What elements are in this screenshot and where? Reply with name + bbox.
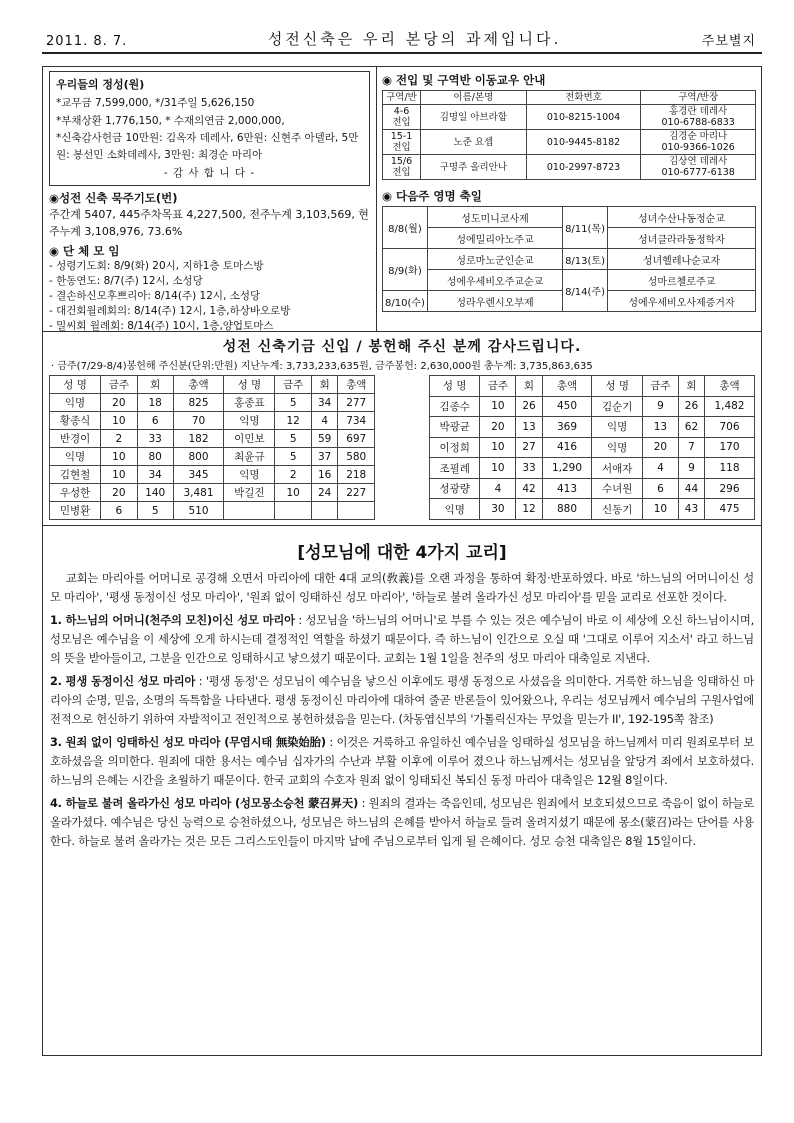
table-row bbox=[430, 478, 755, 499]
table-cell: 김현철 bbox=[50, 466, 101, 484]
offerings-thanks: - 감 사 합 니 다 - bbox=[163, 167, 256, 179]
table-cell: 3,481 bbox=[173, 484, 224, 502]
article-paragraph-3 bbox=[50, 733, 754, 790]
table-cell: 70 bbox=[173, 412, 224, 430]
offerings-line: *교무금 7,599,000, */31주일 5,626,150 bbox=[56, 97, 255, 109]
feast-date: 8/10(수) bbox=[383, 291, 428, 312]
donations-tables bbox=[49, 375, 755, 520]
offerings-line: *부채상환 1,776,150, * 수재의연금 2,000,000, bbox=[56, 115, 285, 127]
table-cell: 익명 bbox=[592, 437, 642, 458]
table-cell: 수녀원 bbox=[592, 478, 642, 499]
table-cell: 10 bbox=[480, 458, 516, 479]
right-column bbox=[377, 67, 761, 331]
table-cell: 218 bbox=[338, 466, 375, 484]
donations-table-right bbox=[429, 375, 755, 520]
table-row bbox=[50, 448, 375, 466]
paragraph-text: : 원죄의 결과는 죽음인데, 성모님은 원죄에서 보호되셨으므로 죽음이 없이 하늘로 올라가셨다. 예수님은 당신 능력으로 승천하셨으나, 성모님은 하느님의 은혜를 받아서 하늘로 들려 올려지셨기 때문에 몽소(蒙召)라는 단어를 사용한다. 하늘로 불려 올라가는 것은 모든 그리스도인들이 마지막 날에 주님으로부터 입게 될 은혜이다. 성모 승천 대축일은 8월 15일이다. bbox=[50, 797, 754, 848]
header-date: 2011. 8. 7. bbox=[46, 34, 128, 49]
table-cell: 140 bbox=[137, 484, 173, 502]
table-header: 총액 bbox=[542, 376, 592, 397]
table-cell: 34 bbox=[311, 394, 338, 412]
article-section bbox=[42, 526, 762, 1056]
paragraph-heading: 3. 원죄 없이 잉태하신 성모 마리아 (무염시태 無染始胎) bbox=[50, 736, 326, 749]
table-header: 성 명 bbox=[592, 376, 642, 397]
table-cell bbox=[311, 502, 338, 520]
table-cell: 10 bbox=[480, 396, 516, 417]
table-row bbox=[50, 466, 375, 484]
table-cell: 10 bbox=[642, 499, 678, 520]
table-cell: 1,482 bbox=[705, 396, 755, 417]
groups-title: ◉ 단 체 모 임 bbox=[49, 244, 120, 258]
table-cell: 성광량 bbox=[430, 478, 480, 499]
feast-date: 8/8(월) bbox=[383, 207, 428, 249]
table-row bbox=[50, 484, 375, 502]
table-row bbox=[50, 502, 375, 520]
feast-name: 성녀수산나동정순교 bbox=[607, 207, 755, 228]
table-cell: 9 bbox=[642, 396, 678, 417]
table-header: 성 명 bbox=[430, 376, 480, 397]
table-header: 총액 bbox=[338, 376, 375, 394]
table-cell: 익명 bbox=[224, 412, 275, 430]
table-header-row bbox=[50, 376, 375, 394]
header-title: 성전신축은 우리 본당의 과제입니다. bbox=[267, 30, 562, 48]
table-row bbox=[430, 396, 755, 417]
table-cell: 80 bbox=[137, 448, 173, 466]
table-header: 회 bbox=[516, 376, 542, 397]
table-header: 회 bbox=[311, 376, 338, 394]
table-cell: 홍종표 bbox=[224, 394, 275, 412]
table-cell: 296 bbox=[705, 478, 755, 499]
table-cell: 2 bbox=[275, 466, 311, 484]
table-cell: 김종수 bbox=[430, 396, 480, 417]
table-header: 총액 bbox=[173, 376, 224, 394]
table-cell: 510 bbox=[173, 502, 224, 520]
table-cell: 4-6 전입 bbox=[383, 105, 421, 130]
table-cell: 12 bbox=[516, 499, 542, 520]
list-item: - 밀씨회 월례회: 8/14(주) 10시, 1층,양업토마스 bbox=[49, 320, 274, 332]
top-section bbox=[42, 66, 762, 332]
table-row bbox=[50, 412, 375, 430]
paragraph-heading: 1. 하느님의 어머니(천주의 모친)이신 성모 마리아 bbox=[50, 614, 295, 627]
table-cell: 010-8215-1004 bbox=[526, 105, 641, 130]
table-cell: 27 bbox=[516, 437, 542, 458]
table-cell: 580 bbox=[338, 448, 375, 466]
table-cell: 신동기 bbox=[592, 499, 642, 520]
table-cell: 33 bbox=[137, 430, 173, 448]
table-cell: 반경이 bbox=[50, 430, 101, 448]
feast-date: 8/9(화) bbox=[383, 249, 428, 291]
table-cell: 홍경란 데레사 010-6788-6833 bbox=[641, 105, 756, 130]
table-cell: 10 bbox=[101, 448, 137, 466]
paragraph-text: : '평생 동정'은 성모님이 예수님을 낳으신 이후에도 평생 동정으로 사셨음을 의미한다. 거룩한 하느님을 잉태하신 마리아의 순명, 믿음, 소명의 독특함을 나타낸다. 평생 동정이신 마리아에 대하여 줄곧 반론들이 있어왔으나, 우리는 성모님께서 예수님의 구원사업에 전적으로 헌신하기 위하여 자발적이고 전인적으로 봉헌하셨음을 믿는다. (차동엽신부의 '가톨릭신자는 무었을 믿는가 II', 192-195쪽 참조) bbox=[50, 675, 755, 726]
table-cell: 42 bbox=[516, 478, 542, 499]
table-header: 금주 bbox=[642, 376, 678, 397]
table-cell: 노준 요셉 bbox=[421, 130, 527, 155]
donations-summary: · 금주(7/29-8/4)봉헌해 주신분(단위:만원) 지난누계: 3,733,233,635원, 금주봉헌: 2,630,000원 총누계: 3,735,863,635 bbox=[51, 361, 593, 372]
table-header: 금주 bbox=[275, 376, 311, 394]
table-row bbox=[430, 417, 755, 438]
table-cell: 227 bbox=[338, 484, 375, 502]
table-row bbox=[50, 394, 375, 412]
table-cell: 10 bbox=[480, 437, 516, 458]
table-cell: 익명 bbox=[430, 499, 480, 520]
table-cell: 서애자 bbox=[592, 458, 642, 479]
article-intro: 교회는 마리아를 어머니로 공경해 오면서 마리아에 대한 4대 교의(敎義)를 오랜 과정을 통하여 확정·반포하였다. 바로 '하느님의 어머니이신 성모 마리아', '평생 동정이신 성모 마리아', '원죄 없이 잉태하신 성모 마리아', '하늘로 불려 올라가신 성모 마리아'를 믿을 교리로 선포한 것이다. bbox=[50, 572, 754, 604]
table-cell: 697 bbox=[338, 430, 375, 448]
table-cell: 170 bbox=[705, 437, 755, 458]
table-cell: 익명 bbox=[50, 394, 101, 412]
table-header: 성 명 bbox=[50, 376, 101, 394]
donations-table-left bbox=[49, 375, 375, 520]
list-item: - 결손하신모후쁘리아: 8/14(주) 12시, 소성당 bbox=[49, 290, 261, 302]
paragraph-text: : 성모님을 '하느님의 어머니'로 부를 수 있는 것은 예수님이 바로 이 세상에 오신 하느님이시며, 성모님은 예수님을 이 세상에 오게 하시는데 결정적인 역할을 하셨기 때문이다. 즉 하느님이 인간으로 오실 때 '그대로 이루어 지소서' 라고 하느님의 뜻을 받아들이고, 그분을 인간으로 잉태하시고 낳으셨기 때문이다. 교회는 1월 1일을 천주의 성모 마리아 대축일로 지낸다. bbox=[50, 614, 754, 665]
table-cell: 4 bbox=[642, 458, 678, 479]
table-cell: 황종식 bbox=[50, 412, 101, 430]
table-cell: 62 bbox=[678, 417, 704, 438]
table-cell: 김명일 아브라함 bbox=[421, 105, 527, 130]
rosary-title: ◉성전 신축 묵주기도(번) bbox=[49, 191, 178, 205]
paragraph-heading: 2. 평생 동정이신 성모 마리아 bbox=[50, 675, 196, 688]
table-row bbox=[430, 437, 755, 458]
table-cell: 4 bbox=[480, 478, 516, 499]
table-cell: 5 bbox=[275, 448, 311, 466]
table-cell: 이민보 bbox=[224, 430, 275, 448]
table-cell: 민병환 bbox=[50, 502, 101, 520]
table-cell: 2 bbox=[101, 430, 137, 448]
table-cell: 구명주 올리안나 bbox=[421, 155, 527, 180]
bulletin-page bbox=[42, 30, 762, 1056]
table-cell: 김상연 데레사 010-6777-6138 bbox=[641, 155, 756, 180]
feast-name: 성에우세비오사제증거자 bbox=[607, 291, 755, 312]
table-cell: 43 bbox=[678, 499, 704, 520]
table-cell: 118 bbox=[705, 458, 755, 479]
table-cell: 800 bbox=[173, 448, 224, 466]
rosary-text: 주간계 5407, 445주차목표 4,227,500, 전주누계 3,103,569, 현주누계 3,108,976, 73.6% bbox=[49, 208, 369, 238]
table-cell: 369 bbox=[542, 417, 592, 438]
table-row bbox=[383, 130, 756, 155]
article-paragraph-1 bbox=[50, 611, 754, 668]
article-paragraph-4 bbox=[50, 794, 754, 851]
donations-title: 성전 신축기금 신입 / 봉헌해 주신 분께 감사드립니다. bbox=[222, 339, 582, 355]
table-cell: 5 bbox=[275, 430, 311, 448]
table-cell: 706 bbox=[705, 417, 755, 438]
table-row bbox=[383, 207, 756, 228]
table-header: 구역/반장 bbox=[641, 91, 756, 105]
table-row bbox=[430, 458, 755, 479]
table-header-row bbox=[430, 376, 755, 397]
table-header: 회 bbox=[137, 376, 173, 394]
feast-name: 성에우세비오주교순교 bbox=[427, 270, 562, 291]
table-cell: 20 bbox=[101, 484, 137, 502]
table-cell: 345 bbox=[173, 466, 224, 484]
table-cell: 44 bbox=[678, 478, 704, 499]
table-cell: 익명 bbox=[592, 417, 642, 438]
table-cell: 15/6 전입 bbox=[383, 155, 421, 180]
page-header bbox=[42, 30, 762, 54]
table-cell: 10 bbox=[101, 412, 137, 430]
table-cell: 010-9445-8182 bbox=[526, 130, 641, 155]
table-cell: 13 bbox=[642, 417, 678, 438]
table-header: 전화번호 bbox=[526, 91, 641, 105]
donations-section bbox=[42, 332, 762, 526]
moves-title: ◉ 전입 및 구역반 이동교우 안내 bbox=[382, 73, 546, 87]
list-item: - 한동연도: 8/7(주) 12시, 소성당 bbox=[49, 275, 203, 287]
table-cell: 26 bbox=[678, 396, 704, 417]
table-cell: 475 bbox=[705, 499, 755, 520]
table-cell bbox=[224, 502, 275, 520]
table-cell: 413 bbox=[542, 478, 592, 499]
table-cell: 6 bbox=[137, 412, 173, 430]
table-cell: 10 bbox=[275, 484, 311, 502]
table-cell: 20 bbox=[101, 394, 137, 412]
feast-name: 성로마노군인순교 bbox=[427, 249, 562, 270]
table-row bbox=[430, 499, 755, 520]
table-cell: 59 bbox=[311, 430, 338, 448]
table-cell: 10 bbox=[101, 466, 137, 484]
feast-name: 성마르첼로주교 bbox=[607, 270, 755, 291]
table-cell: 18 bbox=[137, 394, 173, 412]
table-header: 총액 bbox=[705, 376, 755, 397]
table-cell: 12 bbox=[275, 412, 311, 430]
feasts-table bbox=[382, 206, 756, 312]
table-cell: 26 bbox=[516, 396, 542, 417]
table-cell: 5 bbox=[137, 502, 173, 520]
table-row bbox=[50, 430, 375, 448]
table-cell: 450 bbox=[542, 396, 592, 417]
table-cell: 1,290 bbox=[542, 458, 592, 479]
table-cell: 박길진 bbox=[224, 484, 275, 502]
table-cell: 182 bbox=[173, 430, 224, 448]
table-header: 성 명 bbox=[224, 376, 275, 394]
table-cell: 30 bbox=[480, 499, 516, 520]
table-cell: 6 bbox=[642, 478, 678, 499]
table-cell: 37 bbox=[311, 448, 338, 466]
table-cell: 7 bbox=[678, 437, 704, 458]
feast-name: 성에밀리아노주교 bbox=[427, 228, 562, 249]
groups-list bbox=[49, 259, 370, 334]
feast-name: 성라우렌시오부제 bbox=[427, 291, 562, 312]
table-cell: 최윤규 bbox=[224, 448, 275, 466]
table-cell: 김경순 마리나 010-9366-1026 bbox=[641, 130, 756, 155]
table-header: 이름/본명 bbox=[421, 91, 527, 105]
table-row bbox=[383, 155, 756, 180]
table-cell: 4 bbox=[311, 412, 338, 430]
table-cell: 6 bbox=[101, 502, 137, 520]
feast-name: 성녀헬레나순교자 bbox=[607, 249, 755, 270]
feasts-title: ◉ 다음주 영명 축일 bbox=[382, 189, 482, 203]
table-row bbox=[383, 105, 756, 130]
list-item: - 대건회월례회의: 8/14(주) 12시, 1층,하상바오로방 bbox=[49, 305, 291, 317]
offerings-title: 우리들의 정성(원) bbox=[56, 78, 145, 91]
table-cell: 이정희 bbox=[430, 437, 480, 458]
paragraph-text: : 이것은 거룩하고 유일하신 예수님을 잉태하실 성모님을 하느님께서 미리 원죄로부터 보호하셨음을 의미한다. 원죄에 대한 용서는 예수님 십자가의 수난과 부활 이후에 이루어 졌으나 하느님께서는 성모님을 앞당겨 죄에서 보호하셨다. 하느님의 은혜는 시간을 초월하기 때문이다. 한국 교회의 수호자 원죄 없이 잉태되신 복되신 동정 마리아 대축일은 12월 8일이다. bbox=[50, 736, 754, 787]
moves-table bbox=[382, 90, 756, 180]
table-cell: 김순기 bbox=[592, 396, 642, 417]
table-cell: 익명 bbox=[50, 448, 101, 466]
offerings-line: *신축감사헌금 10만원: 김옥자 데레사, 6만원: 신현주 아델라, 5만원: 봉선민 소화데레사, 3만원: 최경순 마리아 bbox=[56, 132, 359, 161]
table-row bbox=[383, 249, 756, 270]
table-cell: 16 bbox=[311, 466, 338, 484]
article-title: [성모님에 대한 4가지 교리] bbox=[297, 543, 507, 563]
table-header: 금주 bbox=[101, 376, 137, 394]
paragraph-heading: 4. 하늘로 불려 올라가신 성모 마리아 (성모몽소승천 蒙召昇天) bbox=[50, 797, 359, 810]
offerings-box bbox=[49, 71, 370, 186]
table-cell: 34 bbox=[137, 466, 173, 484]
table-header: 회 bbox=[678, 376, 704, 397]
table-cell: 20 bbox=[480, 417, 516, 438]
table-cell bbox=[275, 502, 311, 520]
feast-date: 8/14(주) bbox=[563, 270, 608, 312]
table-cell: 825 bbox=[173, 394, 224, 412]
table-cell: 20 bbox=[642, 437, 678, 458]
table-cell: 박광균 bbox=[430, 417, 480, 438]
article-paragraph-2 bbox=[50, 672, 754, 729]
table-cell: 010-2997-8723 bbox=[526, 155, 641, 180]
table-cell: 15-1 전입 bbox=[383, 130, 421, 155]
table-cell bbox=[338, 502, 375, 520]
list-item: - 성령기도회: 8/9(화) 20시, 지하1층 토마스방 bbox=[49, 260, 264, 272]
table-header: 금주 bbox=[480, 376, 516, 397]
table-cell: 9 bbox=[678, 458, 704, 479]
table-cell: 734 bbox=[338, 412, 375, 430]
table-cell: 33 bbox=[516, 458, 542, 479]
table-cell: 5 bbox=[275, 394, 311, 412]
feast-name: 성녀클라라동정학자 bbox=[607, 228, 755, 249]
table-cell: 익명 bbox=[224, 466, 275, 484]
table-cell: 우성한 bbox=[50, 484, 101, 502]
table-cell: 24 bbox=[311, 484, 338, 502]
left-column bbox=[43, 67, 377, 331]
feast-name: 성도미니코사제 bbox=[427, 207, 562, 228]
table-cell: 880 bbox=[542, 499, 592, 520]
table-header: 구역/반 bbox=[383, 91, 421, 105]
feast-date: 8/11(목) bbox=[563, 207, 608, 249]
table-cell: 13 bbox=[516, 417, 542, 438]
table-cell: 416 bbox=[542, 437, 592, 458]
table-cell: 277 bbox=[338, 394, 375, 412]
feast-date: 8/13(토) bbox=[563, 249, 608, 270]
header-section: 주보별지 bbox=[701, 34, 756, 49]
table-row bbox=[383, 270, 756, 291]
table-cell: 조필례 bbox=[430, 458, 480, 479]
